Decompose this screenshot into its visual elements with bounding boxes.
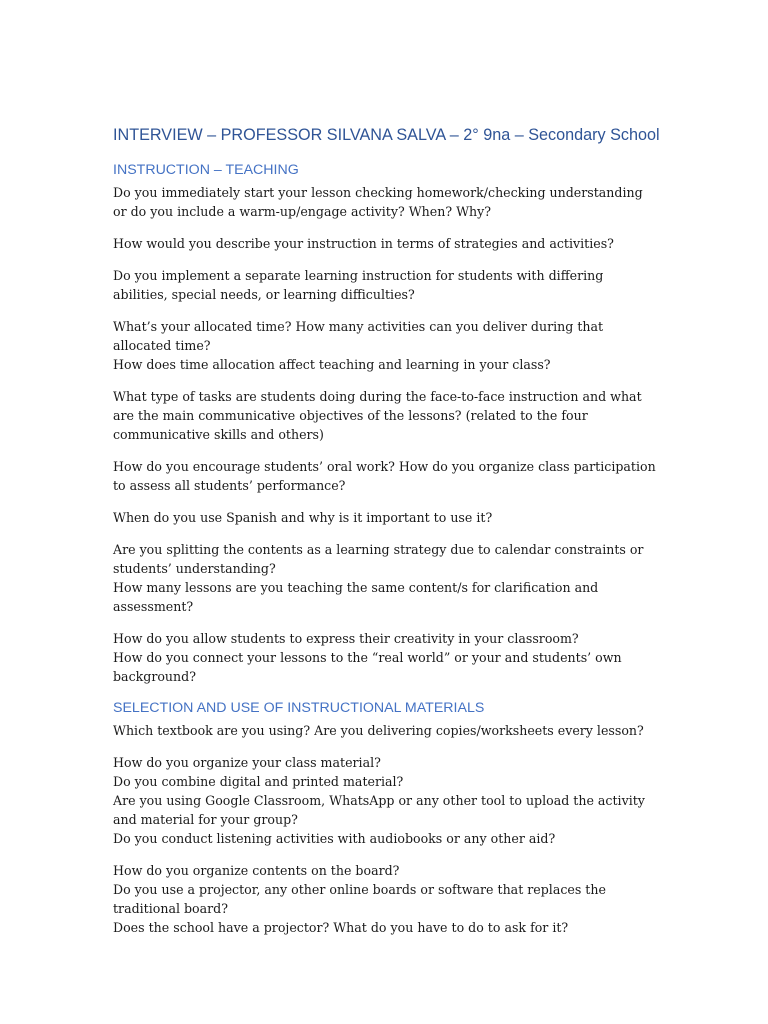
question-text: How does time allocation affect teaching and learning in your class?	[113, 357, 551, 372]
question-paragraph	[113, 387, 658, 444]
question-text: Do you immediately start your lesson checking homework/checking understanding or do you include a warm-up/engage activity? When? Why?	[113, 185, 643, 219]
question-text: Do you implement a separate learning instruction for students with differing abilities, special needs, or learning difficulties?	[113, 268, 604, 302]
question-paragraph	[113, 540, 658, 616]
question-paragraph	[113, 457, 658, 495]
question-text: What type of tasks are students doing during the face-to-face instruction and what are the main communicative objectives of the lessons? (related to the four communicative skills and others)	[113, 389, 642, 442]
question-text: When do you use Spanish and why is it important to use it?	[113, 510, 493, 525]
question-text: Are you using Google Classroom, WhatsApp or any other tool to upload the activity and material for your group?	[113, 793, 645, 827]
question-paragraph	[113, 317, 658, 374]
document-page	[113, 123, 658, 950]
question-text: How do you connect your lessons to the “real world” or your and students’ own background?	[113, 650, 622, 684]
question-text: Which textbook are you using? Are you delivering copies/worksheets every lesson?	[113, 723, 644, 738]
question-text: How would you describe your instruction in terms of strategies and activities?	[113, 236, 614, 251]
question-text: Does the school have a projector? What do you have to do to ask for it?	[113, 920, 569, 935]
question-text: Do you use a projector, any other online boards or software that replaces the traditional board?	[113, 882, 606, 916]
question-paragraph	[113, 508, 658, 527]
question-paragraph	[113, 234, 658, 253]
question-text: Are you splitting the contents as a learning strategy due to calendar constraints or students’ understanding?	[113, 542, 644, 576]
question-paragraph	[113, 183, 658, 221]
question-paragraph	[113, 629, 658, 686]
question-paragraph	[113, 753, 658, 848]
document-title: INTERVIEW – PROFESSOR SILVANA SALVA – 2° 9na – Secondary School	[113, 126, 660, 144]
question-text: What’s your allocated time? How many activities can you deliver during that allocated time?	[113, 319, 604, 353]
question-text: How do you allow students to express their creativity in your classroom?	[113, 631, 579, 646]
question-paragraph	[113, 266, 658, 304]
section-heading: INSTRUCTION – TEACHING	[113, 162, 299, 178]
question-text: Do you conduct listening activities with audiobooks or any other aid?	[113, 831, 556, 846]
question-text: Do you combine digital and printed material?	[113, 774, 404, 789]
question-text: How do you organize contents on the board?	[113, 863, 400, 878]
question-text: How do you organize your class material?	[113, 755, 381, 770]
question-paragraph	[113, 861, 658, 937]
question-text: How do you encourage students’ oral work? How do you organize class participation to assess all students’ performance?	[113, 459, 656, 493]
section-heading: SELECTION AND USE OF INSTRUCTIONAL MATERIALS	[113, 700, 485, 716]
section-instruction-teaching	[113, 160, 658, 686]
section-instructional-materials	[113, 698, 658, 937]
question-paragraph	[113, 721, 658, 740]
question-text: How many lessons are you teaching the same content/s for clarification and assessment?	[113, 580, 599, 614]
